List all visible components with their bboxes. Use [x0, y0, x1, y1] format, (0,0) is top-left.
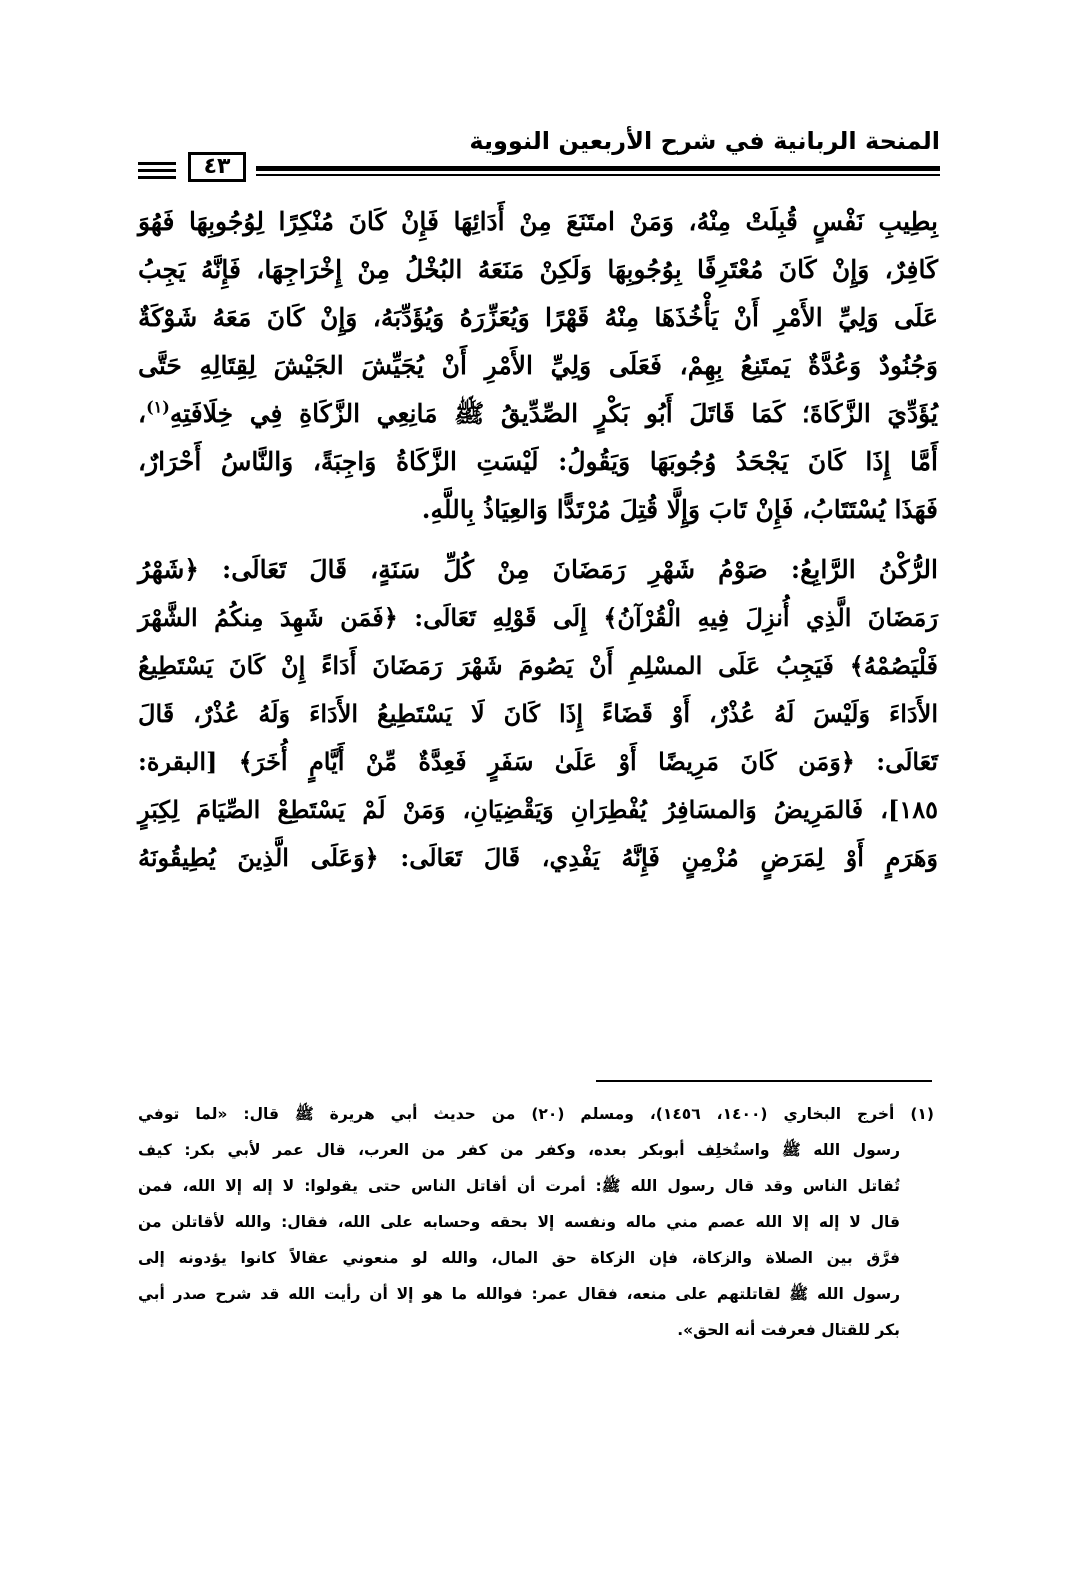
footnotes	[138, 1096, 934, 1348]
body-line: أَمَّا إِذَا كَانَ يَجْحَدُ وُجُوبَهَا وَيَقُولُ: لَيْسَتِ الزَّكَاةُ وَاجِبَةً، وَالنَّاسُ أَحْرَارٌ،	[138, 447, 938, 476]
body-line-with-footnote: يُؤَدِّيَ الزَّكَاةَ؛ كَمَا قَاتَلَ أَبُو بَكْرٍ الصِّدِّيقُ ﷺ مَانِعِي الزَّكَاةِ فِي خِلَافَتِهِ$^{(١)}$،	[138, 397, 938, 428]
page-number-rule-top	[138, 162, 176, 165]
body-line: الرُّكْنُ الرَّابِعُ: صَوْمُ شَهْرِ رَمَضَانَ مِنْ كُلِّ سَنَةٍ، قَالَ تَعَالَى: ﴿شَهْرُ	[138, 555, 938, 584]
body-line: الأَدَاءَ وَلَيْسَ لَهُ عُذْرٌ، أَوْ قَضَاءً إِذَا كَانَ لَا يَسْتَطِيعُ الأَدَاءَ وَلَهُ عُذْرٌ، قَالَ	[138, 699, 938, 728]
footnote-line: تُقاتل الناس وقد قال رسول الله ﷺ: أمرت أن أقاتل الناس حتى يقولوا: لا إله إلا الله، فمن	[138, 1177, 900, 1195]
body-line-text: يُؤَدِّيَ الزَّكَاةَ؛ كَمَا قَاتَلَ أَبُو بَكْرٍ الصِّدِّيقُ ﷺ مَانِعِي الزَّكَاةِ فِي خِلَافَتِهِ	[169, 399, 938, 428]
book-title: المنحة الربانية في شرح الأربعين النووية	[469, 127, 940, 155]
page-header	[138, 124, 940, 184]
footnote-line: رسول الله ﷺ واستُخلِف أبوبكر بعده، وكفر من كفر من العرب، قال عمر لأبي بكر: كيف	[138, 1141, 900, 1159]
body-line: فَهَذَا يُسْتَتَابُ، فَإِنْ تَابَ وَإِلَّا قُتِلَ مُرْتَدًّا وَالعِيَاذُ بِاللَّهِ.	[421, 495, 938, 524]
body-line: فَلْيَصُمْهُ﴾ فَيَجِبُ عَلَى المسْلِمِ أَنْ يَصُومَ شَهْرَ رَمَضَانَ أَدَاءً إِنْ كَانَ يَسْتَطِيعُ	[138, 651, 938, 680]
footnote-line: رسول الله ﷺ لقاتلتهم على منعه، فقال عمر: فوالله ما هو إلا أن رأيت الله قد شرح صدر أبي	[138, 1285, 900, 1303]
body-line: رَمَضَانَ الَّذِي أُنزِلَ فِيهِ الْقُرْآنُ﴾ إِلَى قَوْلِهِ تَعَالَى: ﴿فَمَن شَهِدَ مِنكُمُ الشَّهْرَ	[138, 603, 939, 632]
body-line: وَهَرَمٍ أَوْ لِمَرَضٍ مُزْمِنٍ فَإِنَّهُ يَفْدِي، قَالَ تَعَالَى: ﴿وَعَلَى الَّذِينَ يُطِيقُونَهُ	[138, 843, 938, 872]
footnote-line: فرَّق بين الصلاة والزكاة، فإن الزكاة حق المال، والله لو منعوني عقالاً كانوا يؤدونه إلى	[138, 1249, 900, 1267]
footnote-marker: (١)	[146, 397, 170, 417]
footnote-line: بكر للقتال فعرفت أنه الحق».	[677, 1321, 900, 1339]
body-line: كَافِرٌ، وَإِنْ كَانَ مُعْتَرِفًا بِوُجُوبِهَا وَلَكِنْ مَنَعَهُ البُخْلُ مِنْ إِخْرَاجِهَا، فَإِنَّهُ يَجِبُ	[138, 255, 938, 284]
header-rule-thick	[256, 166, 940, 171]
page-number-rule-bottom	[138, 176, 176, 179]
body-line: ١٨٥]، فَالمَرِيضُ وَالمسَافِرُ يُفْطِرَانِ وَيَقْضِيَانِ، وَمَنْ لَمْ يَسْتَطِعْ الصِّيَامَ لِكِبَرٍ	[138, 795, 938, 824]
header-rule-thin	[256, 174, 940, 176]
footnote-separator	[596, 1080, 932, 1082]
footnote-line: قال لا إله إلا الله عصم مني ماله ونفسه إلا بحقه وحسابه على الله، فقال: والله لأقاتلن من	[138, 1213, 900, 1231]
page-number: ٤٣	[188, 152, 246, 182]
body-line: عَلَى وَلِيِّ الأَمْرِ أَنْ يَأْخُذَهَا مِنْهُ قَهْرًا وَيُعَزِّرَهُ وَيُؤَدِّبَهُ، وَإِنْ كَانَ مَعَهُ شَوْكَةٌ	[138, 303, 938, 332]
body-line: وَجُنُودٌ وَعُدَّةٌ يَمتَنِعُ بِهِمْ، فَعَلَى وَلِيِّ الأَمْرِ أَنْ يُجَيِّشَ الجَيْشَ لِقِتَالِهِ حَتَّى	[138, 351, 938, 380]
page-number-rule-middle	[138, 169, 176, 172]
footnote-line: (١) أخرج البخاري (١٤٠٠، ١٤٥٦)، ومسلم (٢٠) من حديث أبي هريرة ﷺ قال: «لما توفي	[138, 1105, 934, 1123]
main-text	[138, 198, 938, 882]
body-line: بِطِيبِ نَفْسٍ قُبِلَتْ مِنْهُ، وَمَنْ امتَنَعَ مِنْ أَدَائِهَا فَإِنْ كَانَ مُنْكِرًا لِوُجُوبِهَا فَهُوَ	[138, 207, 938, 236]
body-line: تَعَالَى: ﴿وَمَن كَانَ مَرِيضًا أَوْ عَلَىٰ سَفَرٍ فَعِدَّةٌ مِّنْ أَيَّامٍ أُخَرَ﴾ [البقرة:	[138, 747, 938, 776]
